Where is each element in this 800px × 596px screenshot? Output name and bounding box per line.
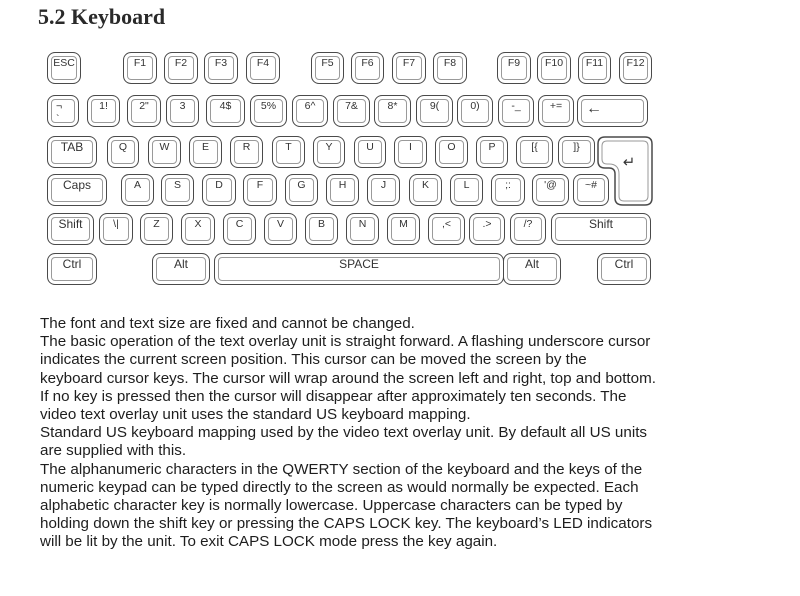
description-line: video text overlay unit uses the standard US keyboard mapping.	[40, 406, 471, 424]
key-r	[230, 136, 263, 168]
description-line: numeric keypad can be typed directly to the screen as would normally be expected. Each	[40, 478, 639, 496]
key-label: ESC	[53, 57, 75, 69]
key-label: F5	[321, 57, 334, 69]
key-f8	[433, 52, 467, 84]
key-f2	[164, 52, 198, 84]
key-label: 4$	[219, 100, 232, 112]
key-label: +=	[549, 100, 563, 112]
key-f4	[246, 52, 280, 84]
key-label: H	[338, 179, 347, 191]
key-ctrl-right	[597, 253, 651, 285]
key-label: T	[285, 141, 292, 153]
key-9	[416, 95, 453, 127]
description-line: The font and text size are fixed and cannot be changed.	[40, 315, 415, 332]
key-label: N	[358, 218, 367, 230]
key-4	[206, 95, 245, 127]
key-quote	[532, 174, 569, 206]
key-label: 8*	[387, 100, 398, 112]
key-label: ←	[586, 100, 602, 117]
key-f3	[204, 52, 238, 84]
key-label: 9(	[429, 100, 440, 112]
description-line: If no key is pressed then the cursor will disappear after approximately ten seconds. The	[40, 387, 627, 405]
key-label: Ctrl	[62, 257, 82, 271]
key-n	[346, 213, 379, 245]
key-alt-left	[152, 253, 210, 285]
key-h	[326, 174, 359, 206]
key-7	[333, 95, 370, 127]
key-minus	[498, 95, 534, 127]
key-period	[469, 213, 505, 245]
key-l	[450, 174, 483, 206]
key-label: 3	[179, 100, 186, 112]
key-backslash	[99, 213, 133, 245]
key-k	[409, 174, 442, 206]
key-label: Q	[118, 141, 128, 153]
key-f12	[619, 52, 652, 84]
key-label: ¬ `	[56, 100, 63, 125]
key-label: F6	[361, 57, 374, 69]
key-label: F7	[402, 57, 416, 69]
key-0	[457, 95, 493, 127]
key-w	[148, 136, 181, 168]
description-line: The basic operation of the text overlay unit is straight forward. A flashing underscore cursor	[40, 333, 651, 351]
key-label: F1	[133, 57, 147, 69]
key-label: '@	[544, 179, 557, 191]
key-label: K	[421, 179, 429, 191]
key-label: G	[297, 179, 306, 191]
key-label: [{	[531, 141, 538, 153]
description-line: will be lit by the unit. To exit CAPS LOCK mode press the key again.	[40, 533, 498, 551]
key-label: O	[447, 141, 456, 153]
key-label: ~#	[585, 179, 597, 191]
key-label: Alt	[173, 257, 188, 271]
key-alt-right	[503, 253, 561, 285]
key-8	[374, 95, 411, 127]
key-q	[107, 136, 139, 168]
key-label: Shift	[588, 217, 613, 231]
key-f1	[123, 52, 157, 84]
description-line: Standard US keyboard mapping used by the video text overlay unit. By default all US units	[40, 424, 648, 442]
key-comma	[428, 213, 465, 245]
key-label: M	[399, 218, 408, 230]
key-d	[202, 174, 236, 206]
key-label: Z	[153, 218, 160, 230]
key-f7	[392, 52, 426, 84]
key-f10	[537, 52, 571, 84]
key-label: I	[409, 141, 412, 153]
key-ctrl-left	[47, 253, 97, 285]
key-esc	[47, 52, 81, 84]
key-label: X	[194, 218, 202, 230]
key-label: \|	[113, 218, 119, 230]
key-label: ;:	[505, 179, 511, 191]
key-tab	[47, 136, 97, 168]
key-label: B	[317, 218, 325, 230]
key-label: R	[242, 141, 251, 153]
key-shift-left	[47, 213, 94, 245]
key-f	[243, 174, 277, 206]
key-equals	[538, 95, 574, 127]
key-label: Y	[325, 141, 333, 153]
key-label: F12	[626, 57, 645, 69]
key-slash	[510, 213, 546, 245]
key-j	[367, 174, 400, 206]
key-label: F2	[174, 57, 188, 69]
key-backspace	[577, 95, 648, 127]
key-f9	[497, 52, 531, 84]
description-line: alphabetic character key is normally lowercase. Uppercase characters can be typed by	[40, 497, 623, 515]
key-bracket-right	[558, 136, 595, 168]
key-s	[161, 174, 194, 206]
description-line: indicates the current screen position. This cursor can be moved the screen by the	[40, 351, 587, 369]
key-u	[354, 136, 386, 168]
key-label: SPACE	[339, 257, 379, 271]
key-f6	[351, 52, 384, 84]
key-e	[189, 136, 222, 168]
key-semicolon	[491, 174, 525, 206]
key-label: Alt	[524, 257, 539, 271]
section-heading: 5.2 Keyboard	[38, 4, 166, 29]
key-hash	[573, 174, 609, 206]
key-m	[387, 213, 420, 245]
description-line: The alphanumeric characters in the QWERTY section of the keyboard and the keys of the	[40, 460, 643, 478]
key-label: F10	[544, 57, 564, 69]
key-f11	[578, 52, 611, 84]
key-b	[305, 213, 338, 245]
key-backtick	[47, 95, 79, 127]
key-label: S	[173, 179, 181, 191]
key-label: .>	[482, 218, 492, 230]
key-o	[435, 136, 468, 168]
key-label: P	[488, 141, 496, 153]
description-text	[40, 315, 780, 552]
description-line: keyboard cursor keys. The cursor will wrap around the screen left and right, top and bottom.	[40, 369, 656, 387]
key-label: 5%	[260, 100, 277, 112]
key-c	[223, 213, 256, 245]
key-3	[166, 95, 199, 127]
key-shift-right	[551, 213, 651, 245]
key-label: D	[215, 179, 223, 191]
key-label: Shift	[58, 217, 83, 231]
key-z	[140, 213, 173, 245]
key-label: A	[133, 179, 141, 191]
key-x	[181, 213, 215, 245]
key-i	[394, 136, 427, 168]
key-a	[121, 174, 154, 206]
key-label: F3	[214, 57, 228, 69]
key-label: 1!	[99, 100, 108, 112]
key-f5	[311, 52, 344, 84]
key-label: Caps	[62, 178, 91, 192]
key-2	[127, 95, 161, 127]
key-label: E	[201, 141, 209, 153]
key-label: F	[256, 179, 264, 191]
key-label: L	[463, 179, 470, 191]
key-label: ]}	[573, 141, 580, 153]
key-label: TAB	[60, 140, 84, 154]
key-g	[285, 174, 318, 206]
key-label: 7&	[345, 100, 358, 112]
key-space	[214, 253, 504, 285]
key-label: F4	[256, 57, 270, 69]
key-label: C	[235, 218, 244, 230]
key-label: F8	[443, 57, 457, 69]
key-label: F9	[507, 57, 521, 69]
key-label: U	[366, 141, 374, 153]
key-label: Ctrl	[614, 257, 634, 271]
key-label: F11	[585, 57, 604, 69]
key-bracket-left	[516, 136, 553, 168]
key-1	[87, 95, 120, 127]
key-label: W	[159, 141, 170, 153]
key-y	[313, 136, 345, 168]
key-label: ↵	[622, 154, 636, 171]
key-label: 0)	[470, 100, 480, 112]
key-v	[264, 213, 297, 245]
key-label: ,<	[441, 218, 452, 230]
description-line: holding down the shift key or pressing the CAPS LOCK key. The keyboard’s LED indicators	[40, 515, 653, 533]
key-t	[272, 136, 305, 168]
key-6	[292, 95, 328, 127]
key-p	[476, 136, 508, 168]
key-label: J	[380, 179, 387, 191]
key-label: V	[276, 218, 284, 230]
key-5	[250, 95, 287, 127]
key-label: -_	[511, 100, 521, 112]
description-line: are supplied with this.	[40, 442, 187, 460]
key-label: 2"	[139, 100, 149, 112]
key-label: /?	[523, 218, 533, 230]
key-label: 6^	[304, 100, 316, 112]
key-caps	[47, 174, 107, 206]
